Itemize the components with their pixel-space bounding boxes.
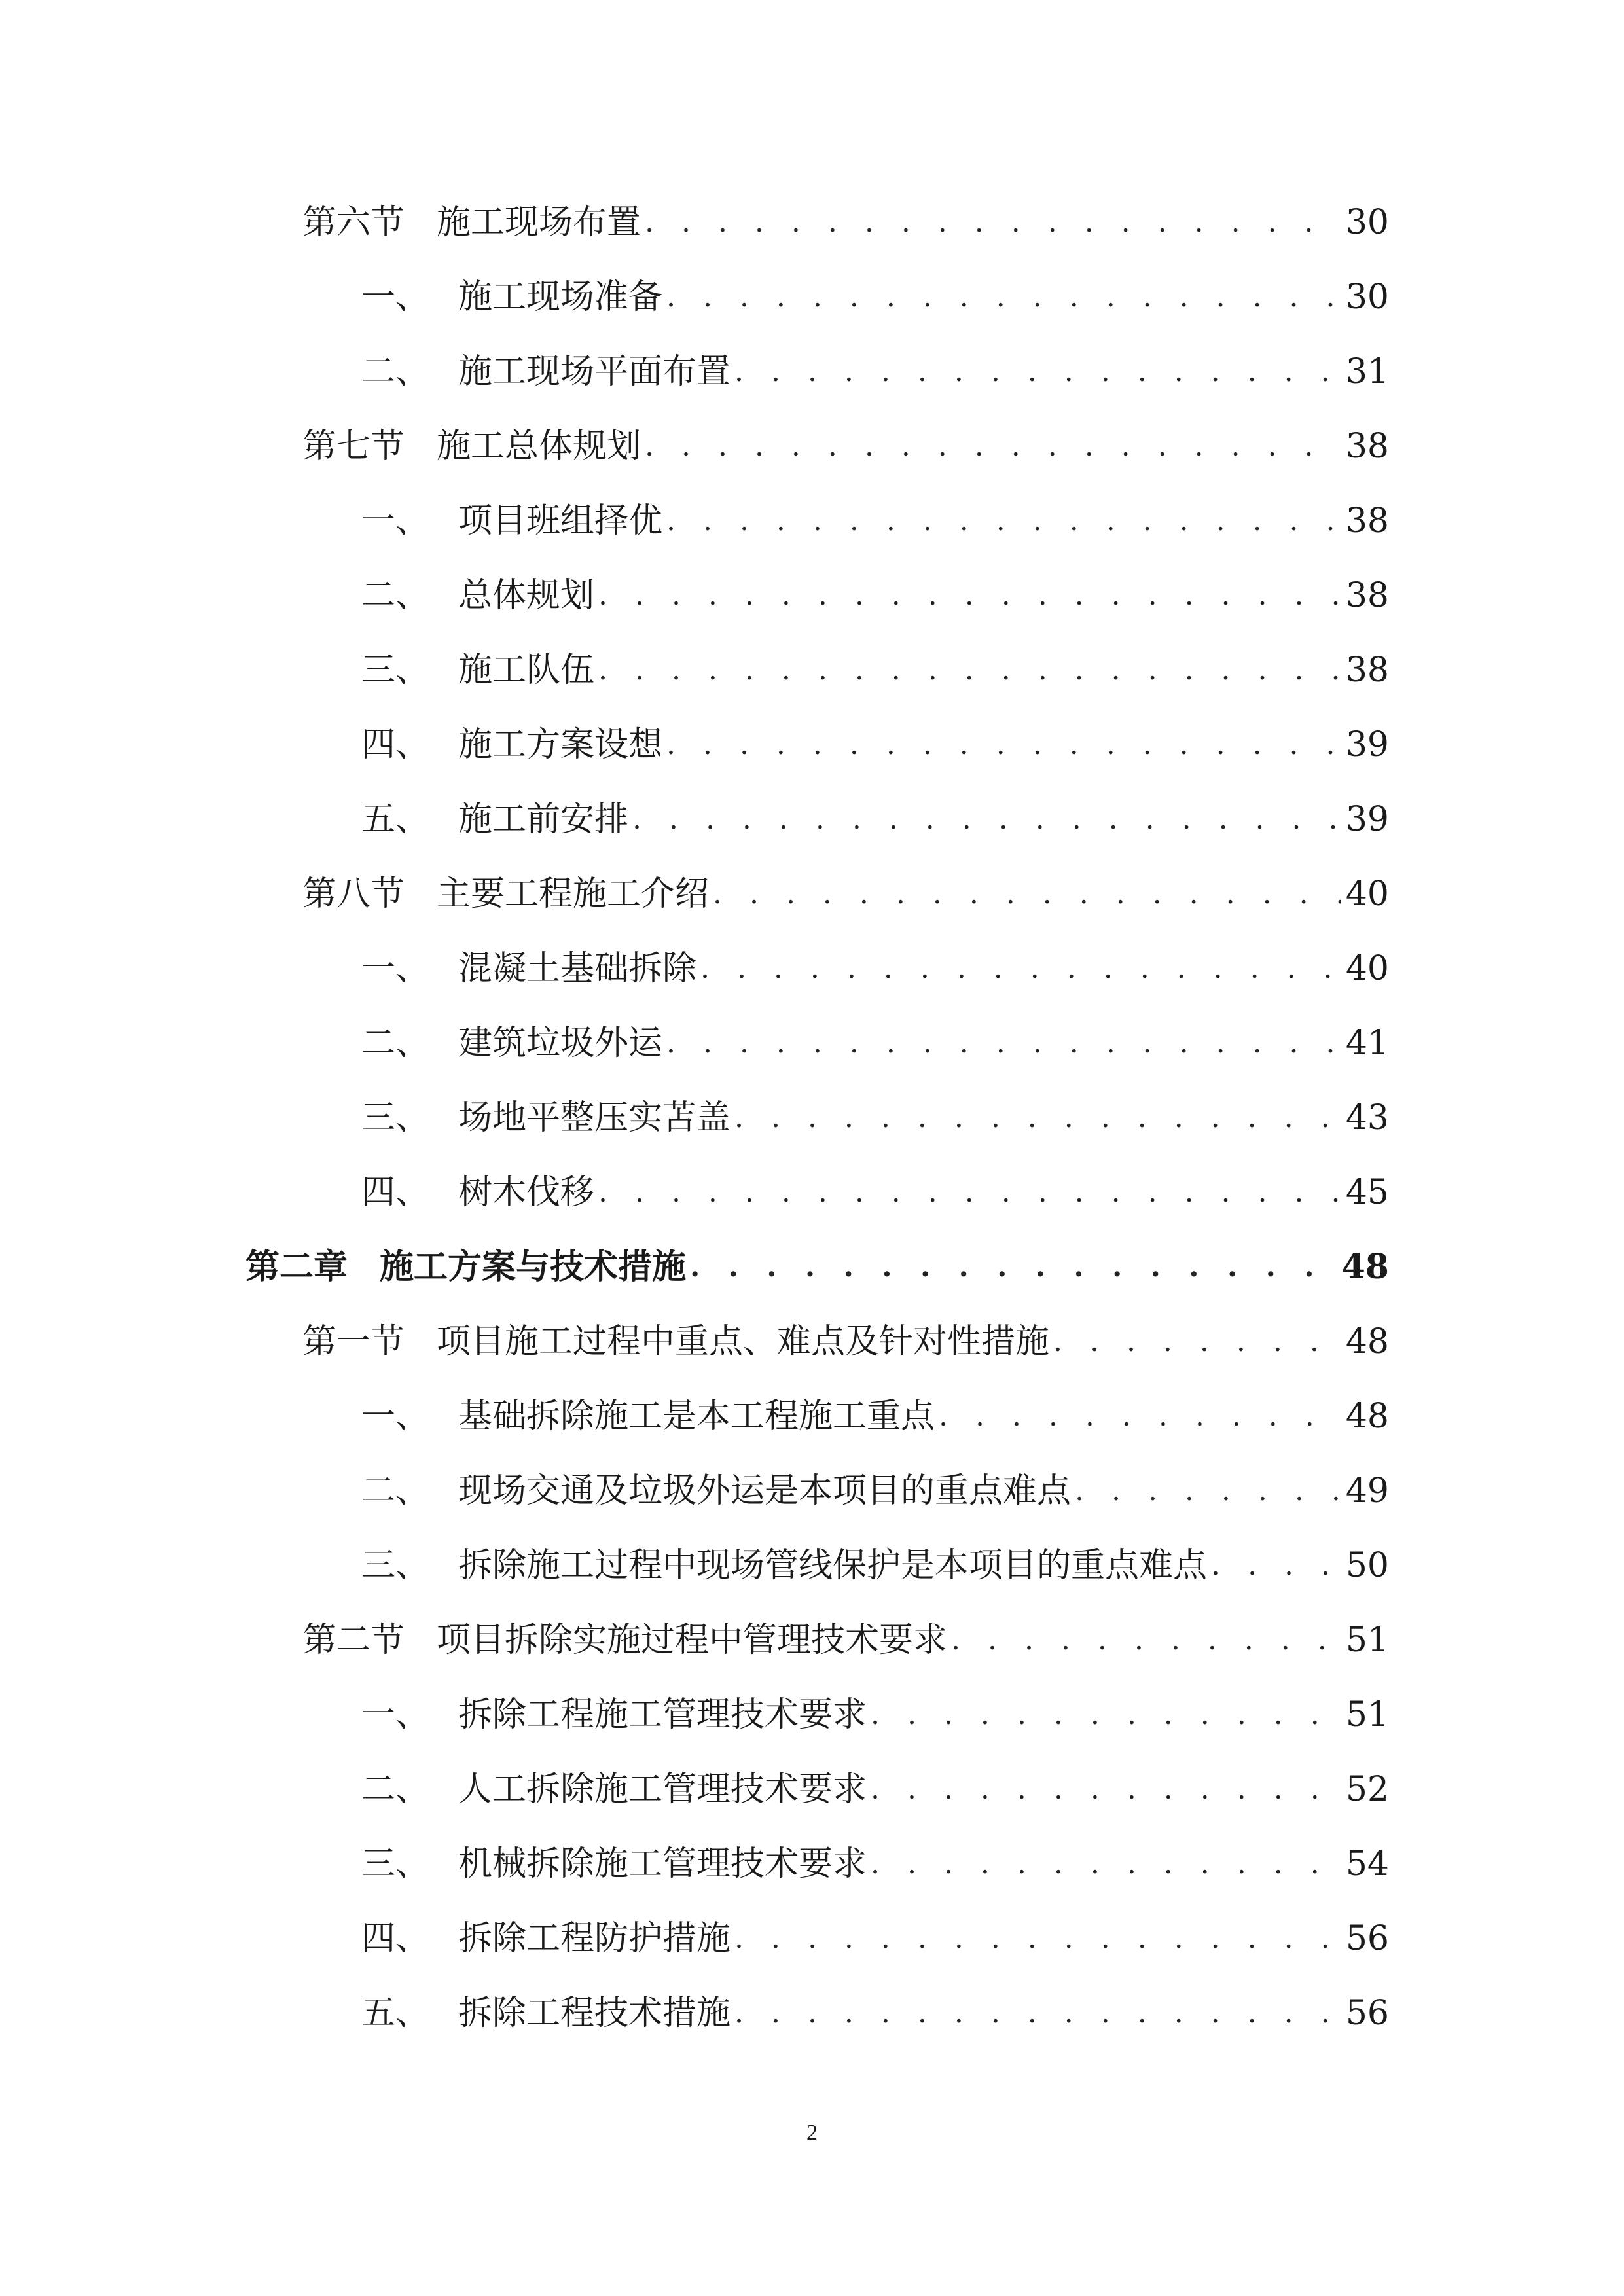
dot-leader — [662, 719, 1341, 771]
toc-entry-page: 54 — [1345, 1844, 1389, 1884]
toc-entry-title: 树木伐移 — [458, 1173, 595, 1212]
toc-entry-page: 40 — [1345, 874, 1389, 914]
toc-entry-page: 39 — [1345, 800, 1389, 839]
dot-leader — [594, 644, 1341, 696]
toc-entry-number: 三、 — [361, 1844, 430, 1884]
toc-entry-number: 四、 — [361, 1173, 430, 1212]
toc-entry-title: 施工总体规划 — [437, 427, 641, 466]
toc-entry-number: 三、 — [361, 1098, 430, 1138]
toc-entry-page: 45 — [1345, 1173, 1389, 1212]
toc-entry-number: 第六节 — [302, 203, 405, 242]
toc-entry-number: 三、 — [361, 651, 430, 690]
toc-entry-title: 主要工程施工介绍 — [437, 874, 710, 914]
toc-entry-title: 拆除工程施工管理技术要求 — [458, 1695, 867, 1734]
toc-entry-number: 二、 — [361, 1471, 430, 1511]
dot-leader — [867, 1763, 1341, 1816]
dot-leader — [628, 793, 1341, 846]
toc-entry-item[interactable] — [361, 1465, 1389, 1517]
toc-entry-title: 基础拆除施工是本工程施工重点 — [458, 1397, 935, 1436]
toc-entry-item[interactable] — [361, 1166, 1389, 1219]
toc-entry-chapter[interactable] — [245, 1241, 1389, 1293]
toc-entry-number: 第一节 — [302, 1322, 405, 1361]
toc-entry-number: 二、 — [361, 1024, 430, 1063]
toc-entry-number: 一、 — [361, 1397, 430, 1436]
toc-entry-page: 51 — [1345, 1621, 1389, 1660]
toc-entry-item[interactable] — [361, 1539, 1389, 1592]
dot-leader — [1049, 1316, 1341, 1368]
toc-entry-page: 43 — [1345, 1098, 1389, 1138]
toc-entry-title: 项目施工过程中重点、难点及针对性措施 — [437, 1322, 1050, 1361]
toc-entry-title: 拆除施工过程中现场管线保护是本项目的重点难点 — [458, 1546, 1208, 1585]
toc-entry-section[interactable] — [302, 1316, 1389, 1368]
dot-leader — [1071, 1465, 1341, 1517]
dot-leader — [1207, 1539, 1341, 1592]
toc-entry-page: 39 — [1345, 725, 1389, 764]
toc-entry-title: 场地平整压实苫盖 — [458, 1098, 731, 1138]
toc-entry-title: 项目班组择优 — [458, 501, 663, 541]
toc-entry-title: 施工队伍 — [458, 651, 595, 690]
toc-entry-page: 41 — [1345, 1024, 1389, 1063]
toc-entry-page: 48 — [1341, 1247, 1389, 1287]
toc-entry-title: 机械拆除施工管理技术要求 — [458, 1844, 867, 1884]
toc-entry-title: 混凝土基础拆除 — [458, 949, 697, 988]
toc-entry-title: 施工现场布置 — [437, 203, 641, 242]
toc-entry-item[interactable] — [361, 1017, 1389, 1069]
toc-entry-item[interactable] — [361, 569, 1389, 622]
dot-leader — [935, 1390, 1341, 1443]
toc-entry-item[interactable] — [361, 1838, 1389, 1890]
toc-entry-title: 现场交通及垃圾外运是本项目的重点难点 — [458, 1471, 1072, 1511]
toc-entry-title: 施工方案设想 — [458, 725, 663, 764]
toc-entry-page: 38 — [1345, 501, 1389, 541]
toc-entry-number: 二、 — [361, 576, 430, 615]
toc-entry-title: 项目拆除实施过程中管理技术要求 — [437, 1621, 948, 1660]
toc-entry-item[interactable] — [361, 495, 1389, 547]
toc-entry-page: 48 — [1345, 1397, 1389, 1436]
dot-leader — [641, 196, 1341, 249]
toc-entry-number: 五、 — [361, 800, 430, 839]
toc-entry-number: 一、 — [361, 1695, 430, 1734]
toc-entry-number: 五、 — [361, 1994, 430, 2033]
toc-entry-section[interactable] — [302, 196, 1389, 249]
toc-entry-item[interactable] — [361, 1390, 1389, 1443]
toc-entry-number: 一、 — [361, 501, 430, 541]
toc-entry-number: 四、 — [361, 1919, 430, 1958]
toc-entry-number: 二、 — [361, 352, 430, 391]
dot-leader — [696, 942, 1341, 995]
toc-entry-page: 38 — [1345, 576, 1389, 615]
toc-entry-page: 48 — [1345, 1322, 1389, 1361]
page-number: 2 — [806, 2121, 818, 2145]
toc-entry-page: 50 — [1345, 1546, 1389, 1585]
dot-leader — [594, 569, 1341, 622]
dot-leader — [731, 1912, 1341, 1965]
dot-leader — [662, 495, 1341, 547]
toc-entry-item[interactable] — [361, 719, 1389, 771]
dot-leader — [731, 1092, 1341, 1144]
toc-entry-page: 38 — [1345, 651, 1389, 690]
toc-entry-item[interactable] — [361, 1912, 1389, 1965]
toc-entry-item[interactable] — [361, 1763, 1389, 1816]
toc-entry-page: 51 — [1345, 1695, 1389, 1734]
toc-entry-number: 一、 — [361, 949, 430, 988]
toc-entry-item[interactable] — [361, 1689, 1389, 1741]
toc-entry-item[interactable] — [361, 644, 1389, 696]
dot-leader — [686, 1241, 1341, 1293]
dot-leader — [947, 1614, 1341, 1666]
toc-entry-title: 施工现场准备 — [458, 278, 663, 317]
toc-entry-section[interactable] — [302, 868, 1389, 920]
toc-entry-title: 拆除工程技术措施 — [458, 1994, 731, 2033]
toc-entry-page: 38 — [1345, 427, 1389, 466]
dot-leader — [731, 1987, 1341, 2039]
toc-entry-page: 56 — [1345, 1919, 1389, 1958]
toc-entry-number: 三、 — [361, 1546, 430, 1585]
toc-entry-number: 第七节 — [302, 427, 405, 466]
toc-entry-number: 二、 — [361, 1770, 430, 1809]
toc-entry-title: 总体规划 — [458, 576, 595, 615]
toc-entry-item[interactable] — [361, 271, 1389, 323]
dot-leader — [731, 346, 1341, 398]
toc-entry-section[interactable] — [302, 1614, 1389, 1666]
toc-entry-section[interactable] — [302, 420, 1389, 473]
toc-entry-title: 建筑垃圾外运 — [458, 1024, 663, 1063]
toc-entry-page: 30 — [1345, 278, 1389, 317]
toc-entry-item[interactable] — [361, 1092, 1389, 1144]
toc-entry-item[interactable] — [361, 942, 1389, 995]
toc-entry-title: 施工方案与技术措施 — [380, 1247, 687, 1287]
toc-entry-number: 第二节 — [302, 1621, 405, 1660]
toc-entry-title: 人工拆除施工管理技术要求 — [458, 1770, 867, 1809]
toc-entry-number: 第二章 — [245, 1247, 348, 1287]
dot-leader — [594, 1166, 1341, 1219]
dot-leader — [709, 868, 1341, 920]
toc-entry-page: 40 — [1345, 949, 1389, 988]
dot-leader — [641, 420, 1341, 473]
toc-entry-number: 四、 — [361, 725, 430, 764]
dot-leader — [662, 271, 1341, 323]
toc-entry-page: 49 — [1345, 1471, 1389, 1511]
toc-entry-title: 施工现场平面布置 — [458, 352, 731, 391]
toc-entry-item[interactable] — [361, 1987, 1389, 2039]
toc-entry-page: 52 — [1345, 1770, 1389, 1809]
toc-entry-page: 31 — [1345, 352, 1389, 391]
dot-leader — [662, 1017, 1341, 1069]
toc-entry-item[interactable] — [361, 793, 1389, 846]
dot-leader — [867, 1689, 1341, 1741]
toc-entry-title: 施工前安排 — [458, 800, 629, 839]
toc-entry-page: 56 — [1345, 1994, 1389, 2033]
toc-entry-number: 一、 — [361, 278, 430, 317]
toc-entry-page: 30 — [1345, 203, 1389, 242]
dot-leader — [867, 1838, 1341, 1890]
toc-entry-title: 拆除工程防护措施 — [458, 1919, 731, 1958]
toc-entry-number: 第八节 — [302, 874, 405, 914]
toc-entry-item[interactable] — [361, 346, 1389, 398]
